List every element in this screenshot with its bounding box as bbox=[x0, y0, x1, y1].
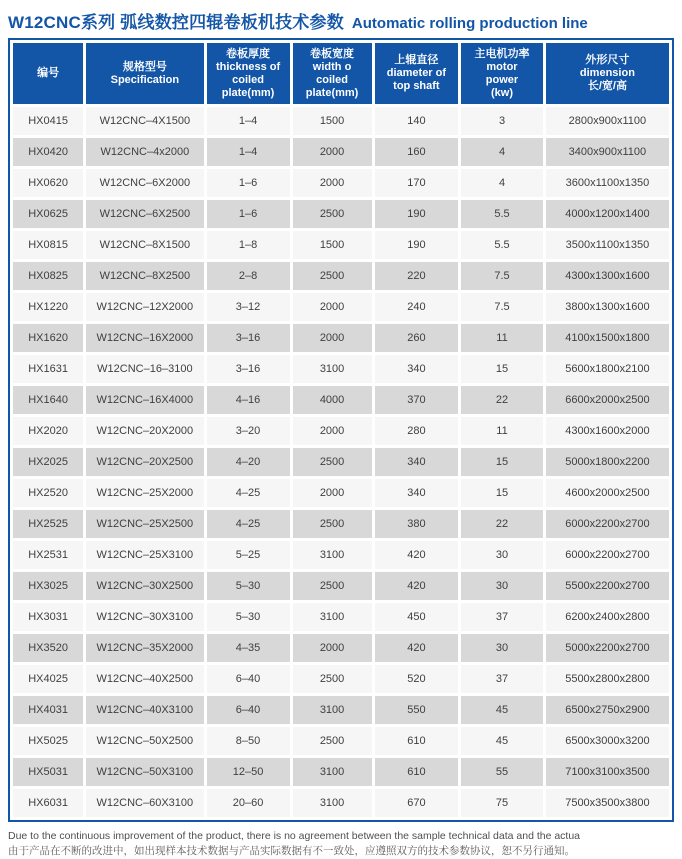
cell-width: 2000 bbox=[293, 169, 372, 197]
column-header-dimension bbox=[546, 43, 669, 104]
cell-thickness: 5–30 bbox=[207, 572, 290, 600]
cell-code: HX2025 bbox=[13, 448, 83, 476]
cell-width: 2000 bbox=[293, 417, 372, 445]
cell-dimension: 6500x3000x3200 bbox=[546, 727, 669, 755]
column-header-line: thickness of bbox=[215, 60, 281, 73]
cell-spec: W12CNC–50X3100 bbox=[86, 758, 203, 786]
cell-dimension: 4000x1200x1400 bbox=[546, 200, 669, 228]
column-header-line: dimension bbox=[579, 67, 635, 79]
table-row bbox=[13, 665, 669, 693]
column-header-width bbox=[293, 43, 372, 104]
cell-power: 11 bbox=[461, 324, 543, 352]
cell-code: HX0825 bbox=[13, 262, 83, 290]
cell-dimension: 3500x1100x1350 bbox=[546, 231, 669, 259]
cell-thickness: 5–30 bbox=[207, 603, 290, 631]
cell-power: 5.5 bbox=[461, 231, 543, 259]
cell-width: 1500 bbox=[293, 107, 372, 135]
cell-power: 22 bbox=[461, 386, 543, 414]
cell-width: 3100 bbox=[293, 789, 372, 817]
cell-code: HX5031 bbox=[13, 758, 83, 786]
cell-spec: W12CNC–8X1500 bbox=[86, 231, 203, 259]
cell-power: 7.5 bbox=[461, 262, 543, 290]
cell-thickness: 3–16 bbox=[207, 324, 290, 352]
cell-code: HX1620 bbox=[13, 324, 83, 352]
cell-width: 3100 bbox=[293, 541, 372, 569]
column-header-line: 长/宽/高 bbox=[587, 80, 627, 92]
cell-power: 15 bbox=[461, 355, 543, 383]
table-row bbox=[13, 417, 669, 445]
cell-thickness: 3–16 bbox=[207, 355, 290, 383]
cell-code: HX2520 bbox=[13, 479, 83, 507]
cell-code: HX2531 bbox=[13, 541, 83, 569]
cell-dimension: 4100x1500x1800 bbox=[546, 324, 669, 352]
cell-dimension: 6200x2400x2800 bbox=[546, 603, 669, 631]
cell-diameter: 420 bbox=[375, 634, 459, 662]
cell-code: HX0620 bbox=[13, 169, 83, 197]
table-row bbox=[13, 572, 669, 600]
disclaimer-english: Due to the continuous improvement of the product, there is no agreement between the sample technical data and the actua bbox=[8, 830, 581, 842]
cell-width: 2500 bbox=[293, 572, 372, 600]
cell-spec: W12CNC–16X2000 bbox=[86, 324, 203, 352]
cell-diameter: 260 bbox=[375, 324, 459, 352]
cell-spec: W12CNC–35X2000 bbox=[86, 634, 203, 662]
cell-thickness: 4–25 bbox=[207, 479, 290, 507]
spec-table-header bbox=[13, 43, 669, 104]
table-row bbox=[13, 386, 669, 414]
cell-spec: W12CNC–12X2000 bbox=[86, 293, 203, 321]
cell-diameter: 550 bbox=[375, 696, 459, 724]
cell-dimension: 4300x1600x2000 bbox=[546, 417, 669, 445]
cell-power: 30 bbox=[461, 541, 543, 569]
cell-dimension: 5500x2800x2800 bbox=[546, 665, 669, 693]
column-header-line: 主电机功率 bbox=[474, 47, 530, 60]
cell-spec: W12CNC–40X3100 bbox=[86, 696, 203, 724]
column-header-line: (kw) bbox=[491, 86, 513, 99]
cell-spec: W12CNC–16X4000 bbox=[86, 386, 203, 414]
cell-thickness: 1–6 bbox=[207, 169, 290, 197]
cell-dimension: 3600x1100x1350 bbox=[546, 169, 669, 197]
cell-dimension: 5600x1800x2100 bbox=[546, 355, 669, 383]
table-row bbox=[13, 231, 669, 259]
cell-code: HX4025 bbox=[13, 665, 83, 693]
cell-thickness: 1–6 bbox=[207, 200, 290, 228]
column-header-diameter bbox=[375, 43, 459, 104]
cell-code: HX0625 bbox=[13, 200, 83, 228]
table-row bbox=[13, 107, 669, 135]
cell-dimension: 5500x2200x2700 bbox=[546, 572, 669, 600]
cell-width: 3100 bbox=[293, 355, 372, 383]
cell-spec: W12CNC–4x2000 bbox=[86, 138, 203, 166]
column-header-line: motor bbox=[486, 60, 518, 73]
table-row bbox=[13, 355, 669, 383]
table-row bbox=[13, 479, 669, 507]
column-header-line: plate(mm) bbox=[221, 86, 275, 99]
cell-width: 2000 bbox=[293, 634, 372, 662]
table-row bbox=[13, 448, 669, 476]
table-row bbox=[13, 541, 669, 569]
cell-thickness: 4–25 bbox=[207, 510, 290, 538]
cell-width: 2000 bbox=[293, 324, 372, 352]
cell-code: HX4031 bbox=[13, 696, 83, 724]
cell-spec: W12CNC–30X3100 bbox=[86, 603, 203, 631]
column-header-line: diameter of bbox=[386, 67, 447, 79]
column-header-line: 上辊直径 bbox=[394, 54, 439, 66]
cell-diameter: 190 bbox=[375, 231, 459, 259]
cell-width: 2000 bbox=[293, 138, 372, 166]
column-header-line: plate(mm) bbox=[305, 86, 359, 99]
cell-dimension: 4600x2000x2500 bbox=[546, 479, 669, 507]
cell-code: HX1631 bbox=[13, 355, 83, 383]
cell-power: 30 bbox=[461, 572, 543, 600]
cell-thickness: 4–20 bbox=[207, 448, 290, 476]
cell-thickness: 1–8 bbox=[207, 231, 290, 259]
cell-width: 3100 bbox=[293, 696, 372, 724]
cell-thickness: 6–40 bbox=[207, 696, 290, 724]
cell-width: 2500 bbox=[293, 665, 372, 693]
cell-dimension: 7100x3100x3500 bbox=[546, 758, 669, 786]
cell-thickness: 12–50 bbox=[207, 758, 290, 786]
cell-power: 45 bbox=[461, 696, 543, 724]
cell-dimension: 7500x3500x3800 bbox=[546, 789, 669, 817]
cell-spec: W12CNC–6X2500 bbox=[86, 200, 203, 228]
cell-thickness: 3–12 bbox=[207, 293, 290, 321]
cell-power: 55 bbox=[461, 758, 543, 786]
table-row bbox=[13, 324, 669, 352]
cell-dimension: 2800x900x1100 bbox=[546, 107, 669, 135]
cell-code: HX0815 bbox=[13, 231, 83, 259]
cell-thickness: 3–20 bbox=[207, 417, 290, 445]
table-row bbox=[13, 789, 669, 817]
cell-width: 2500 bbox=[293, 727, 372, 755]
cell-code: HX1220 bbox=[13, 293, 83, 321]
spec-table-body bbox=[13, 107, 669, 817]
column-header-line: 卷板厚度 bbox=[226, 47, 271, 60]
cell-diameter: 420 bbox=[375, 541, 459, 569]
cell-spec: W12CNC–20X2000 bbox=[86, 417, 203, 445]
cell-spec: W12CNC–8X2500 bbox=[86, 262, 203, 290]
cell-power: 45 bbox=[461, 727, 543, 755]
cell-diameter: 610 bbox=[375, 727, 459, 755]
page-title-chinese: W12CNC系列 弧线数控四辊卷板机技术参数 bbox=[8, 13, 344, 32]
cell-code: HX2020 bbox=[13, 417, 83, 445]
table-row bbox=[13, 262, 669, 290]
cell-power: 37 bbox=[461, 665, 543, 693]
cell-code: HX3520 bbox=[13, 634, 83, 662]
cell-diameter: 450 bbox=[375, 603, 459, 631]
cell-diameter: 380 bbox=[375, 510, 459, 538]
column-header-line: 规格型号 bbox=[122, 60, 167, 73]
table-row bbox=[13, 293, 669, 321]
cell-power: 7.5 bbox=[461, 293, 543, 321]
cell-diameter: 340 bbox=[375, 448, 459, 476]
column-header-line: coiled bbox=[316, 73, 348, 86]
cell-width: 2000 bbox=[293, 293, 372, 321]
column-header-thickness bbox=[207, 43, 290, 104]
cell-diameter: 370 bbox=[375, 386, 459, 414]
cell-width: 4000 bbox=[293, 386, 372, 414]
cell-thickness: 4–35 bbox=[207, 634, 290, 662]
cell-dimension: 3400x900x1100 bbox=[546, 138, 669, 166]
table-row bbox=[13, 200, 669, 228]
cell-code: HX5025 bbox=[13, 727, 83, 755]
table-row bbox=[13, 634, 669, 662]
cell-power: 4 bbox=[461, 138, 543, 166]
cell-diameter: 280 bbox=[375, 417, 459, 445]
cell-power: 75 bbox=[461, 789, 543, 817]
cell-width: 2500 bbox=[293, 510, 372, 538]
spec-table bbox=[10, 40, 672, 820]
cell-code: HX0420 bbox=[13, 138, 83, 166]
cell-spec: W12CNC–25X2500 bbox=[86, 510, 203, 538]
disclaimer-chinese: 由于产品在不断的改进中，如出现样本技术数据与产品实际数据有不一致处，应遵照双方的技术参数协议，恕不另行通知。 bbox=[8, 845, 575, 857]
cell-spec: W12CNC–60X3100 bbox=[86, 789, 203, 817]
column-header-spec bbox=[86, 43, 203, 104]
cell-spec: W12CNC–40X2500 bbox=[86, 665, 203, 693]
column-header-line: top shaft bbox=[393, 80, 440, 92]
cell-diameter: 160 bbox=[375, 138, 459, 166]
page-title bbox=[0, 0, 682, 38]
cell-code: HX3025 bbox=[13, 572, 83, 600]
cell-dimension: 5000x1800x2200 bbox=[546, 448, 669, 476]
cell-thickness: 4–16 bbox=[207, 386, 290, 414]
cell-code: HX1640 bbox=[13, 386, 83, 414]
cell-spec: W12CNC–50X2500 bbox=[86, 727, 203, 755]
page-title-english: Automatic rolling production line bbox=[351, 15, 588, 32]
cell-dimension: 5000x2200x2700 bbox=[546, 634, 669, 662]
cell-width: 3100 bbox=[293, 603, 372, 631]
column-header-line: power bbox=[485, 73, 519, 86]
cell-diameter: 420 bbox=[375, 572, 459, 600]
cell-width: 2500 bbox=[293, 200, 372, 228]
cell-dimension: 6000x2200x2700 bbox=[546, 510, 669, 538]
cell-thickness: 1–4 bbox=[207, 138, 290, 166]
cell-width: 2500 bbox=[293, 448, 372, 476]
cell-thickness: 1–4 bbox=[207, 107, 290, 135]
cell-code: HX3031 bbox=[13, 603, 83, 631]
cell-thickness: 20–60 bbox=[207, 789, 290, 817]
cell-power: 37 bbox=[461, 603, 543, 631]
table-row bbox=[13, 727, 669, 755]
cell-width: 1500 bbox=[293, 231, 372, 259]
cell-thickness: 2–8 bbox=[207, 262, 290, 290]
cell-power: 15 bbox=[461, 448, 543, 476]
cell-code: HX2525 bbox=[13, 510, 83, 538]
cell-dimension: 4300x1300x1600 bbox=[546, 262, 669, 290]
cell-dimension: 6500x2750x2900 bbox=[546, 696, 669, 724]
cell-diameter: 670 bbox=[375, 789, 459, 817]
cell-diameter: 520 bbox=[375, 665, 459, 693]
table-row bbox=[13, 758, 669, 786]
cell-diameter: 220 bbox=[375, 262, 459, 290]
cell-width: 3100 bbox=[293, 758, 372, 786]
cell-thickness: 8–50 bbox=[207, 727, 290, 755]
cell-spec: W12CNC–4X1500 bbox=[86, 107, 203, 135]
cell-spec: W12CNC–25X3100 bbox=[86, 541, 203, 569]
cell-power: 22 bbox=[461, 510, 543, 538]
column-header-code bbox=[13, 43, 83, 104]
column-header-line: 卷板宽度 bbox=[310, 47, 355, 60]
column-header-line: width o bbox=[312, 60, 352, 73]
cell-width: 2000 bbox=[293, 479, 372, 507]
cell-spec: W12CNC–25X2000 bbox=[86, 479, 203, 507]
cell-dimension: 6000x2200x2700 bbox=[546, 541, 669, 569]
cell-code: HX0415 bbox=[13, 107, 83, 135]
cell-spec: W12CNC–16–3100 bbox=[86, 355, 203, 383]
cell-thickness: 5–25 bbox=[207, 541, 290, 569]
cell-diameter: 340 bbox=[375, 479, 459, 507]
cell-spec: W12CNC–30X2500 bbox=[86, 572, 203, 600]
cell-power: 3 bbox=[461, 107, 543, 135]
cell-power: 30 bbox=[461, 634, 543, 662]
cell-power: 11 bbox=[461, 417, 543, 445]
cell-diameter: 240 bbox=[375, 293, 459, 321]
cell-power: 4 bbox=[461, 169, 543, 197]
table-row bbox=[13, 138, 669, 166]
cell-code: HX6031 bbox=[13, 789, 83, 817]
cell-dimension: 6600x2000x2500 bbox=[546, 386, 669, 414]
column-header-power bbox=[461, 43, 543, 104]
cell-thickness: 6–40 bbox=[207, 665, 290, 693]
cell-diameter: 170 bbox=[375, 169, 459, 197]
cell-spec: W12CNC–6X2000 bbox=[86, 169, 203, 197]
cell-dimension: 3800x1300x1600 bbox=[546, 293, 669, 321]
cell-diameter: 610 bbox=[375, 758, 459, 786]
table-row bbox=[13, 169, 669, 197]
column-header-line: Specification bbox=[110, 73, 180, 86]
cell-diameter: 340 bbox=[375, 355, 459, 383]
spec-table-container bbox=[8, 38, 674, 822]
cell-power: 5.5 bbox=[461, 200, 543, 228]
table-row bbox=[13, 510, 669, 538]
column-header-line: 编号 bbox=[37, 67, 60, 79]
cell-power: 15 bbox=[461, 479, 543, 507]
column-header-line: 外形尺寸 bbox=[585, 54, 630, 66]
cell-diameter: 190 bbox=[375, 200, 459, 228]
column-header-line: coiled bbox=[232, 73, 264, 86]
cell-width: 2500 bbox=[293, 262, 372, 290]
table-row bbox=[13, 603, 669, 631]
table-row bbox=[13, 696, 669, 724]
cell-spec: W12CNC–20X2500 bbox=[86, 448, 203, 476]
cell-diameter: 140 bbox=[375, 107, 459, 135]
